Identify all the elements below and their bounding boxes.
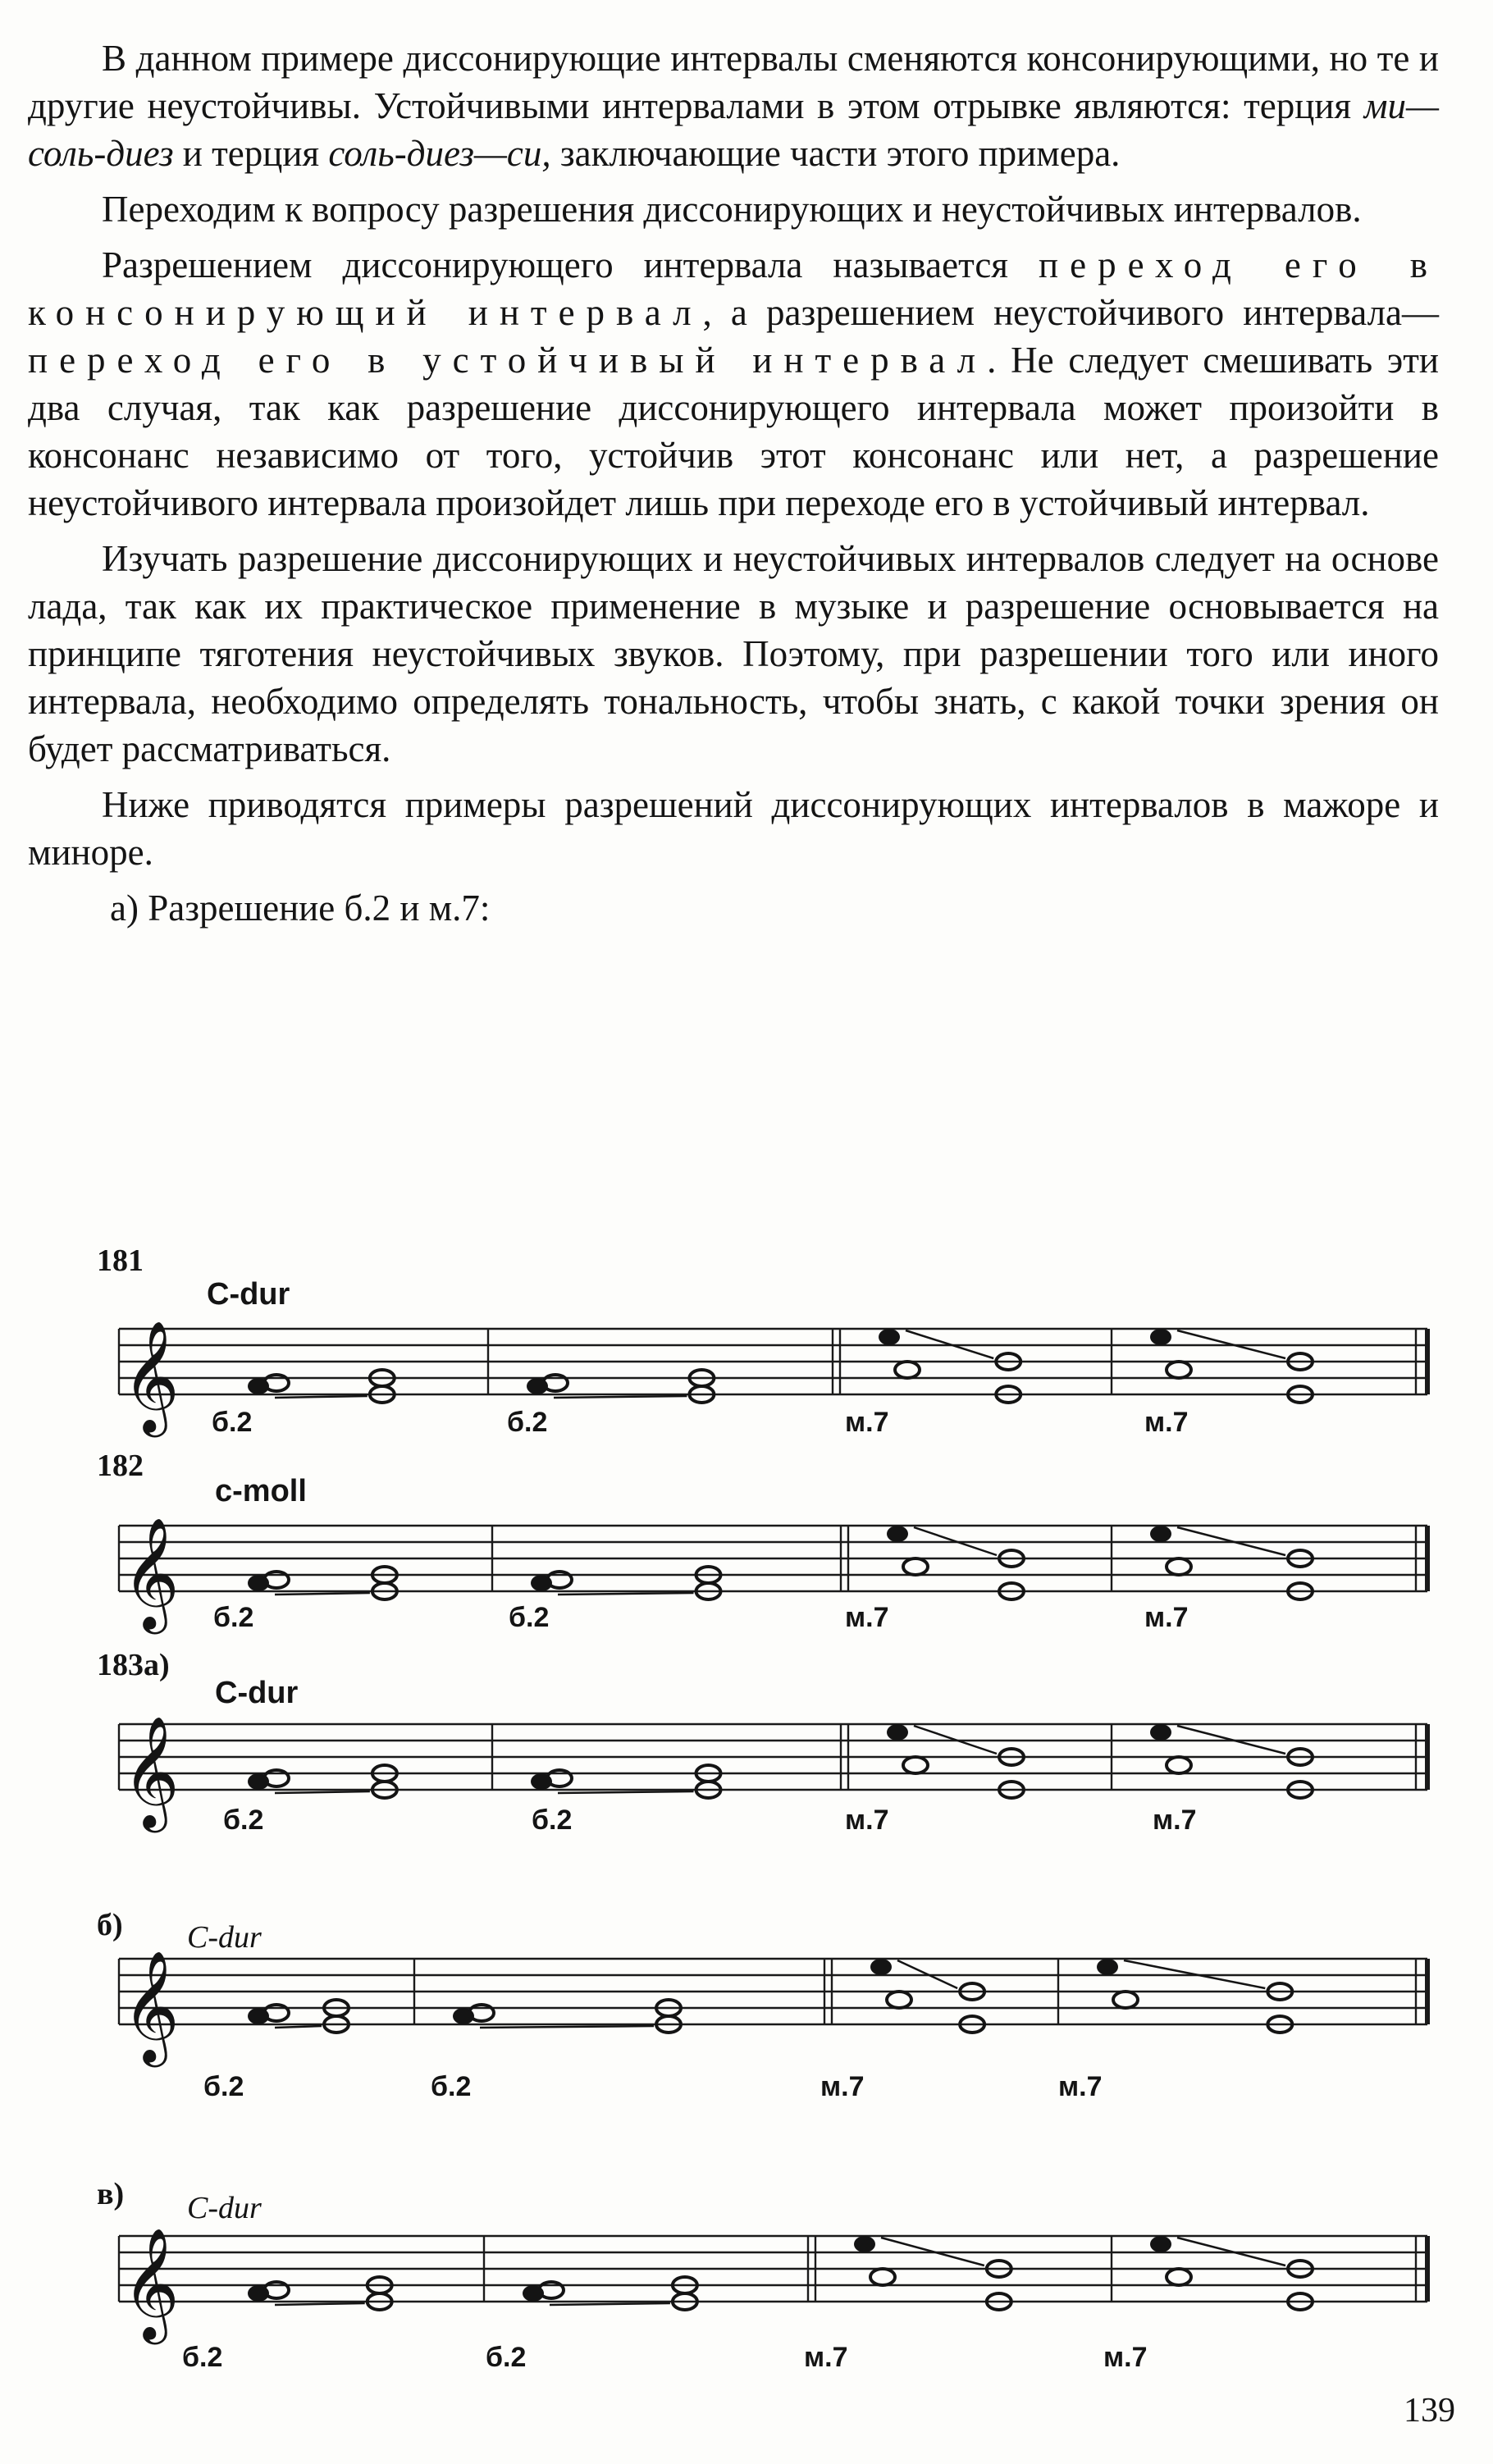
example-number: 183а): [97, 1648, 170, 1682]
key-signature-label: c-moll: [215, 1474, 307, 1508]
note-head: [903, 1757, 928, 1773]
key-signature-label: C-dur: [215, 1676, 299, 1710]
note-head: [887, 1724, 908, 1741]
interval-label: м.7: [845, 1805, 889, 1836]
music-staff: [0, 2179, 1493, 2359]
interval-label: м.7: [845, 1602, 889, 1633]
treble-clef-icon: 𝄞: [122, 1949, 180, 2062]
interval-label: б.2: [223, 1805, 264, 1836]
page-number: 139: [1404, 2392, 1455, 2430]
interval-label: м.7: [820, 2071, 865, 2102]
interval-label: б.2: [213, 1602, 254, 1633]
note-head: [887, 1526, 908, 1542]
interval-label: м.7: [1144, 1407, 1189, 1438]
note-head: [1097, 1959, 1118, 1975]
note-head: [1113, 1992, 1138, 2008]
note-head: [879, 1329, 900, 1345]
paragraph-2: Переходим к вопросу разрешения диссонирующих и неустойчивых интервалов.: [102, 189, 1362, 230]
key-signature-label: C-dur: [187, 1920, 262, 1955]
spaced-definition: переход его в устойчивый интервал: [28, 340, 988, 381]
note-head: [1167, 1558, 1191, 1575]
treble-clef-icon: 𝄞: [122, 2226, 180, 2339]
resolution-line: [275, 1593, 370, 1595]
interval-label: м.7: [1058, 2071, 1103, 2102]
resolution-line: [558, 1791, 694, 1793]
interval-label: м.7: [1153, 1805, 1197, 1836]
resolution-line: [275, 1396, 368, 1398]
example-number: б): [97, 1908, 123, 1942]
paragraph-1: В данном примере диссонирующие интервалы сменяются консонирующими, но те и другие неустойчивы. Устойчивыми интервалами в этом отрывке являются: терция ми—соль-диез и терция соль-диез—си, заключающие части этого примера.: [28, 38, 1439, 174]
note-head: [870, 1959, 892, 1975]
paragraph-3: Разрешением диссонирующего интервала называется переход его в консонирующий интервал, а разрешением неустойчивого интервала—переход его в устойчивый интервал. Не следует смешивать эти два случая, так как разрешение диссонирующего интервала может произойти в консонанс независимо от того, устойчив этот консонанс или нет, а разрешение неустойчивого интервала произойдет лишь при переходе его в устойчивый интервал.: [28, 244, 1439, 523]
note-head: [887, 1992, 911, 2008]
treble-clef-icon: 𝄞: [122, 1516, 180, 1629]
interval-label: м.7: [1103, 2342, 1148, 2373]
note-head: [1150, 1526, 1171, 1542]
note-head: [854, 2236, 875, 2252]
resolution-line: [275, 1791, 370, 1793]
interval-label: б.2: [486, 2342, 527, 2373]
resolution-line: [275, 2026, 322, 2028]
note-head: [1150, 1724, 1171, 1741]
interval-label: м.7: [1144, 1602, 1189, 1633]
resolution-line: [558, 1593, 694, 1595]
interval-label: б.2: [212, 1407, 253, 1438]
paragraph-5: Ниже приводятся примеры разрешений диссонирующих интервалов в мажоре и миноре.: [28, 784, 1439, 873]
example-number: 181: [97, 1243, 144, 1278]
interval-label: б.2: [532, 1805, 573, 1836]
interval-label: б.2: [507, 1407, 548, 1438]
interval-label: б.2: [203, 2071, 244, 2102]
italic-term: ми—соль-диез: [28, 85, 1439, 174]
body-text: [28, 34, 1439, 932]
paragraph-4: Изучать разрешение диссонирующих и неустойчивых интервалов следует на основе лада, так как их практическое применение в музыке и разрешение основывается на принципе тяготения неустойчивых звуков. Поэтому, при разрешении того или иного интервала, необходимо определять тональность, чтобы знать, с какой точки зрения он будет рассматриваться.: [28, 538, 1439, 769]
interval-label: б.2: [509, 1602, 550, 1633]
example-number: в): [97, 2177, 125, 2211]
treble-clef-icon: 𝄞: [122, 1714, 180, 1827]
key-signature-label: C-dur: [207, 1277, 290, 1312]
note-head: [1167, 2269, 1191, 2285]
note-head: [1150, 2236, 1171, 2252]
note-head: [1167, 1757, 1191, 1773]
note-head: [895, 1362, 920, 1378]
resolution-line: [275, 2303, 365, 2305]
note-head: [1150, 1329, 1171, 1345]
example-number: 182: [97, 1449, 144, 1483]
note-head: [903, 1558, 928, 1575]
key-signature-label: C-dur: [187, 2191, 262, 2225]
music-staff: [0, 1901, 1493, 2082]
subheading: а) Разрешение б.2 и м.7:: [110, 887, 491, 929]
interval-label: б.2: [431, 2071, 472, 2102]
interval-label: б.2: [182, 2342, 223, 2373]
treble-clef-icon: 𝄞: [122, 1319, 180, 1432]
resolution-line: [554, 1396, 687, 1398]
interval-label: м.7: [804, 2342, 848, 2373]
spaced-definition: переход его в консонирующий интервал: [28, 244, 1439, 333]
resolution-line: [550, 2303, 670, 2305]
note-head: [870, 2269, 895, 2285]
interval-label: м.7: [845, 1407, 889, 1438]
resolution-line: [480, 2026, 654, 2028]
italic-term: соль-диез—си,: [328, 133, 551, 174]
note-head: [1167, 1362, 1191, 1378]
